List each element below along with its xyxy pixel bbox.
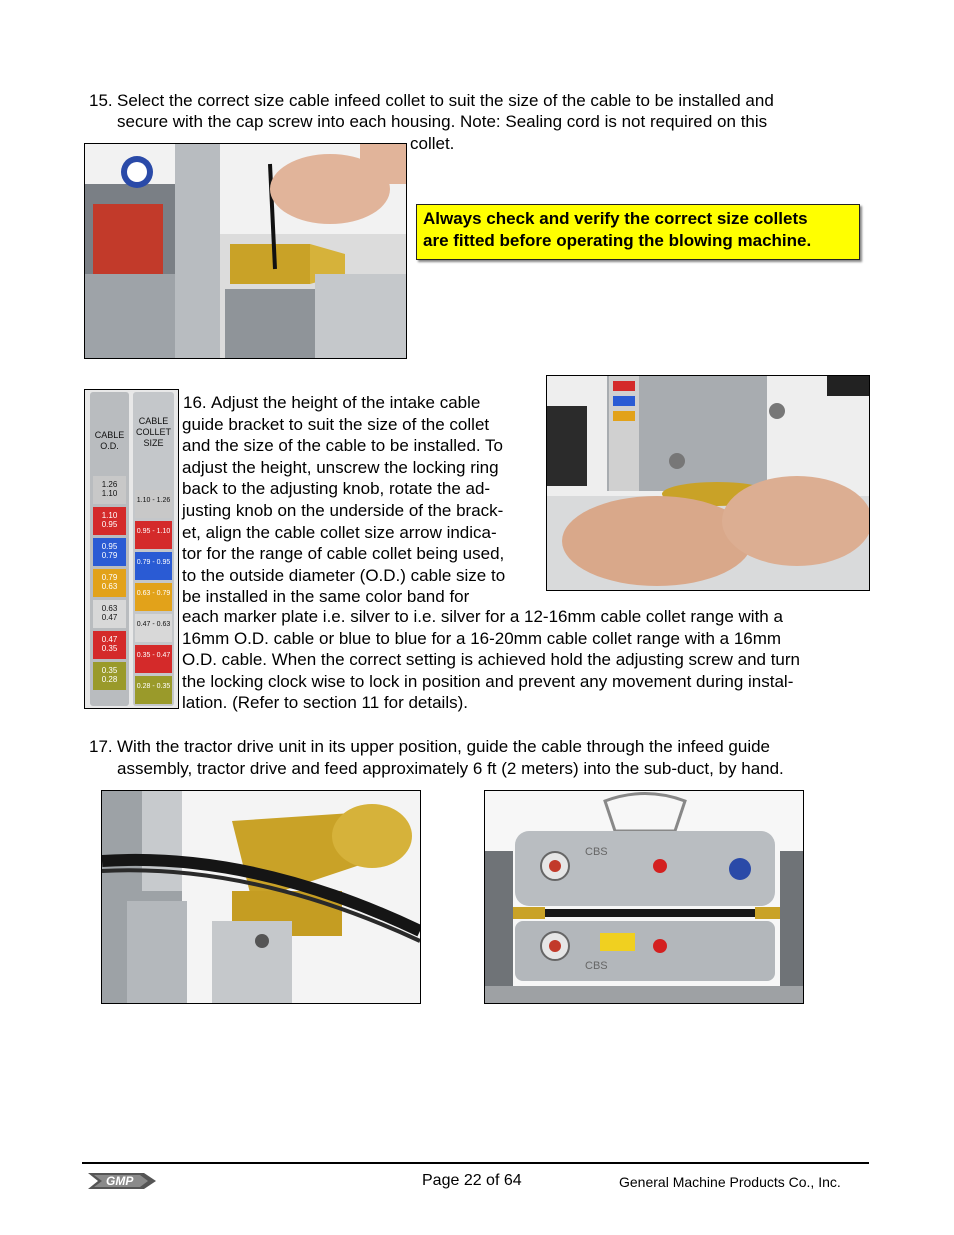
- collet-band: 0.47 - 0.63: [135, 614, 172, 642]
- step16-narrow-line: et, align the cable collet size arrow indica-: [182, 522, 497, 542]
- step16-narrow-line: adjust the height, unscrew the locking ring: [182, 457, 499, 477]
- page-number: Page 22 of 64: [422, 1172, 522, 1189]
- collet-band: 0.35 - 0.47: [135, 645, 172, 673]
- collet-band: 0.28 - 0.35: [135, 676, 172, 704]
- company-name: General Machine Products Co., Inc.: [619, 1174, 841, 1190]
- footer-rule: [82, 1162, 869, 1164]
- collet-install-photo: [84, 143, 407, 359]
- collet-band: 0.79 - 0.95: [135, 552, 172, 580]
- od-band: 1.10 0.95: [93, 507, 126, 535]
- step16-narrow-line: back to the adjusting knob, rotate the ad-: [182, 479, 491, 499]
- step16-number: 16.: [183, 393, 207, 412]
- warning-line2: are fitted before operating the blowing machine.: [423, 231, 812, 250]
- adjusting-knob-illustration: [547, 376, 869, 590]
- step15-line1: Select the correct size cable infeed collet to suit the size of the cable to be installed and: [117, 91, 774, 110]
- collet-header-line2: COLLET: [135, 427, 171, 437]
- step15-number: 15.: [89, 91, 113, 110]
- collet-header-line3: SIZE: [143, 438, 164, 448]
- step16-narrow-line: justing knob on the underside of the brack-: [182, 501, 504, 520]
- step16-narrow-line: tor for the range of cable collet being used,: [182, 544, 505, 564]
- marker-plate-photo: [84, 389, 179, 709]
- step16-narrow-line: guide bracket to suit the size of the collet: [182, 414, 490, 434]
- warning-box: [416, 204, 860, 260]
- od-band: 0.95 0.79: [93, 538, 126, 566]
- step16-narrow-line: and the size of the cable to be installed. To: [182, 436, 504, 456]
- collet-band: 0.63 - 0.79: [135, 583, 172, 611]
- tractor-drive-illustration: [485, 791, 803, 1003]
- od-band: 0.63 0.47: [93, 600, 126, 628]
- collet-band: 1.10 - 1.26: [135, 490, 172, 518]
- step16-wide-line: lation. (Refer to section 11 for details).: [182, 693, 468, 713]
- collet-marker-plate: [133, 392, 174, 706]
- step16-wide-line: 16mm O.D. cable or blue to blue for a 16-20mm cable collet range with a 16mm: [182, 628, 782, 648]
- collet-band: 0.95 - 1.10: [135, 521, 172, 549]
- cable-infeed-photo: [101, 790, 421, 1004]
- step17-line1: With the tractor drive unit in its upper position, guide the cable through the infeed guide: [117, 737, 771, 756]
- step16-narrow-line: be installed in the same color band for: [182, 587, 470, 607]
- od-band: 0.79 0.63: [93, 569, 126, 597]
- gmp-logo: [84, 1171, 158, 1191]
- machine-top-label: CBS: [585, 846, 608, 858]
- step17-number: 17.: [89, 737, 113, 756]
- od-plate-header: [90, 430, 129, 452]
- step15-line3: collet.: [410, 134, 455, 153]
- gmp-logo-text: GMP: [106, 1174, 134, 1188]
- adjusting-knob-photo: [546, 375, 870, 591]
- warning-line1: Always check and verify the correct size collets: [423, 209, 808, 228]
- od-marker-plate: [90, 392, 129, 706]
- collet-header-line1: CABLE: [138, 416, 169, 426]
- od-header-line2: O.D.: [100, 441, 119, 451]
- step16-narrow-line: to the outside diameter (O.D.) cable size to: [182, 565, 506, 585]
- step17-line2: assembly, tractor drive and feed approximately 6 ft (2 meters) into the sub-duct, by hand.: [117, 759, 784, 778]
- step16-narrow-line: Adjust the height of the intake cable: [211, 393, 481, 412]
- step15-line2: secure with the cap screw into each housing. Note: Sealing cord is not required on this: [117, 112, 768, 131]
- cable-infeed-illustration: [102, 791, 420, 1003]
- collet-plate-header: [133, 416, 174, 449]
- od-band: 0.35 0.28: [93, 662, 126, 690]
- step16-wide-line: each marker plate i.e. silver to i.e. silver for a 12-16mm cable collet range with a: [182, 607, 783, 626]
- collet-install-illustration: [85, 144, 406, 358]
- od-band: 0.47 0.35: [93, 631, 126, 659]
- od-band: 1.26 1.10: [93, 476, 126, 504]
- step16-wide-line: the locking clock wise to lock in position and prevent any movement during instal-: [182, 671, 794, 691]
- tractor-drive-photo: [484, 790, 804, 1004]
- machine-bottom-label: CBS: [585, 960, 608, 972]
- step16-wide-line: O.D. cable. When the correct setting is achieved hold the adjusting screw and turn: [182, 650, 800, 670]
- od-header-line1: CABLE: [94, 430, 125, 440]
